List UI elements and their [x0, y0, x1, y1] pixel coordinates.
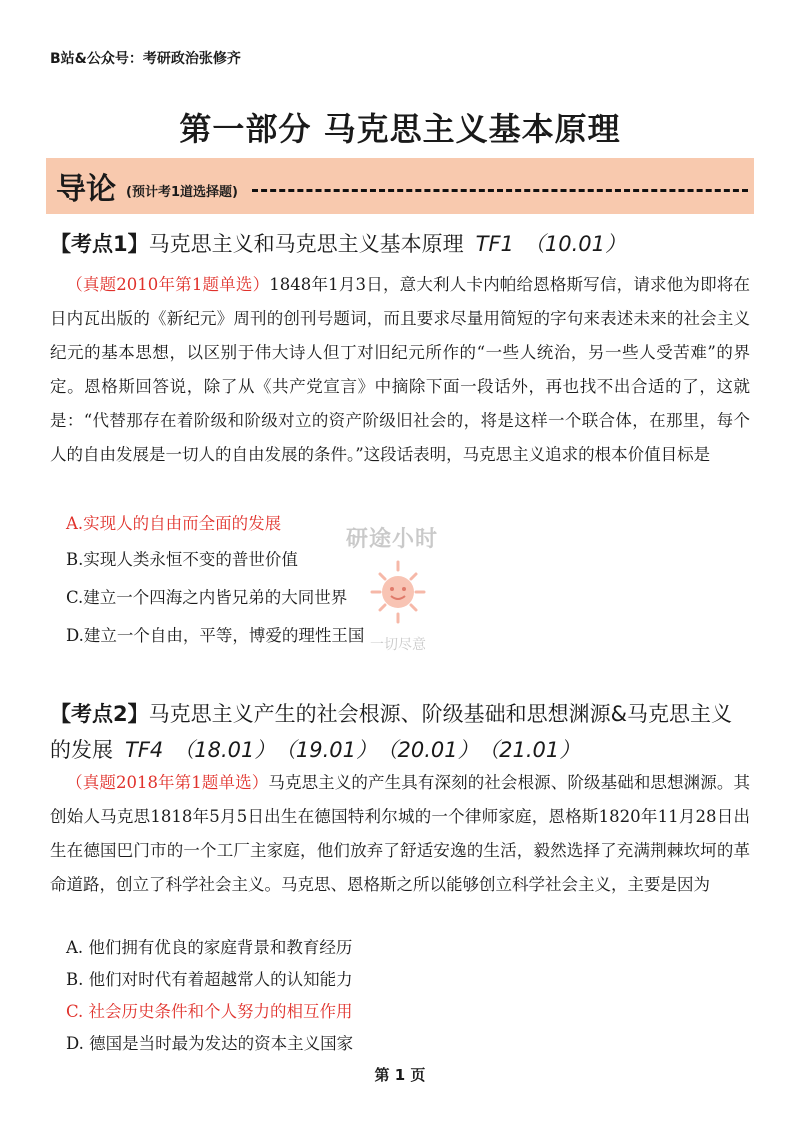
kaodian-2-year: （18.01）: [173, 738, 276, 762]
kaodian-1-heading: [50, 226, 626, 262]
section-note: (预计考1道选择题): [126, 184, 238, 200]
question-2-option-a: A. 他们拥有优良的家庭背景和教育经历: [66, 938, 353, 957]
question-1-option-a: A.实现人的自由而全面的发展: [66, 514, 282, 533]
section-title: 导论: [56, 172, 116, 207]
question-1-stem: [50, 268, 750, 472]
question-1-option-b: B.实现人类永恒不变的普世价值: [66, 550, 298, 569]
question-2-stem: [50, 766, 750, 902]
kaodian-1-tag: 【考点1】: [50, 232, 149, 256]
kaodian-2-tf: TF4: [125, 738, 164, 762]
kaodian-2-name-line2: 的发展: [50, 738, 113, 762]
section-header: [46, 158, 754, 214]
question-2-option-b: B. 他们对时代有着超越常人的认知能力: [66, 970, 353, 989]
kaodian-2-heading: [50, 696, 750, 768]
watermark-text: 研途小时: [346, 527, 439, 552]
kaodian-2-year: （19.01）: [285, 738, 378, 762]
section-dash-divider: [252, 189, 748, 192]
page-number: 第 1 页: [374, 1066, 426, 1084]
sun-icon: [368, 558, 428, 632]
kaodian-1-years: （10.01）: [523, 232, 627, 256]
question-1-source: （真题2010年第1题单选）: [66, 275, 270, 294]
question-2-option-d: D. 德国是当时最为发达的资本主义国家: [66, 1034, 354, 1053]
question-2-option-c: C. 社会历史条件和个人努力的相互作用: [66, 1002, 353, 1021]
question-2-source: （真题2018年第1题单选）: [66, 773, 269, 792]
kaodian-2-year: （20.01）: [387, 738, 479, 762]
watermark-subtext: 一切尽意: [370, 637, 426, 653]
kaodian-2-year: （21.01）: [488, 738, 581, 762]
kaodian-1-name: 马克思主义和马克思主义基本原理: [148, 232, 464, 256]
watermark-logo: [346, 522, 446, 662]
kaodian-2-name-line1: 马克思主义产生的社会根源、阶级基础和思想渊源&马克思主义: [148, 702, 732, 726]
question-1-text: 1848年1月3日，意大利人卡内帕给恩格斯写信，请求他为即将在日内瓦出版的《新纪元》周刊的创刊号题词，而且要求尽量用简短的字句来表述未来的社会主义纪元的基本思想，以区别于伟大诗人但丁对旧纪元所作的“一些人统治，另一些人受苦难”的界定。恩格斯回答说，除了从《共产党宣言》中摘除下面一段话外，再也找不出合适的了，这就是：“代替那存在着阶级和阶级对立的资产阶级旧社会的，将是这样一个联合体，在那里，每个人的自由发展是一切人的自由发展的条件。”这段话表明，马克思主义追求的根本价值目标是: [50, 275, 750, 464]
page-title: 第一部分 马克思主义基本原理: [179, 110, 621, 148]
question-1-option-d: D.建立一个自由，平等，博爱的理性王国: [66, 626, 365, 645]
kaodian-1-tf: TF1: [475, 232, 514, 256]
brand-label: B站&公众号：考研政治张修齐: [50, 51, 241, 67]
kaodian-2-tag: 【考点2】: [50, 702, 149, 726]
question-1-option-c: C.建立一个四海之内皆兄弟的大同世界: [66, 588, 348, 607]
question-2-text: 马克思主义的产生具有深刻的社会根源、阶级基础和思想渊源。其创始人马克思1818年5月5日出生在德国特利尔城的一个律师家庭，恩格斯1820年11月28日出生在德国巴门市的一个工厂主家庭，他们放弃了舒适安逸的生活，毅然选择了充满荆棘坎坷的革命道路，创立了科学社会主义。马克思、恩格斯之所以能够创立科学社会主义，主要是因为: [50, 773, 750, 894]
